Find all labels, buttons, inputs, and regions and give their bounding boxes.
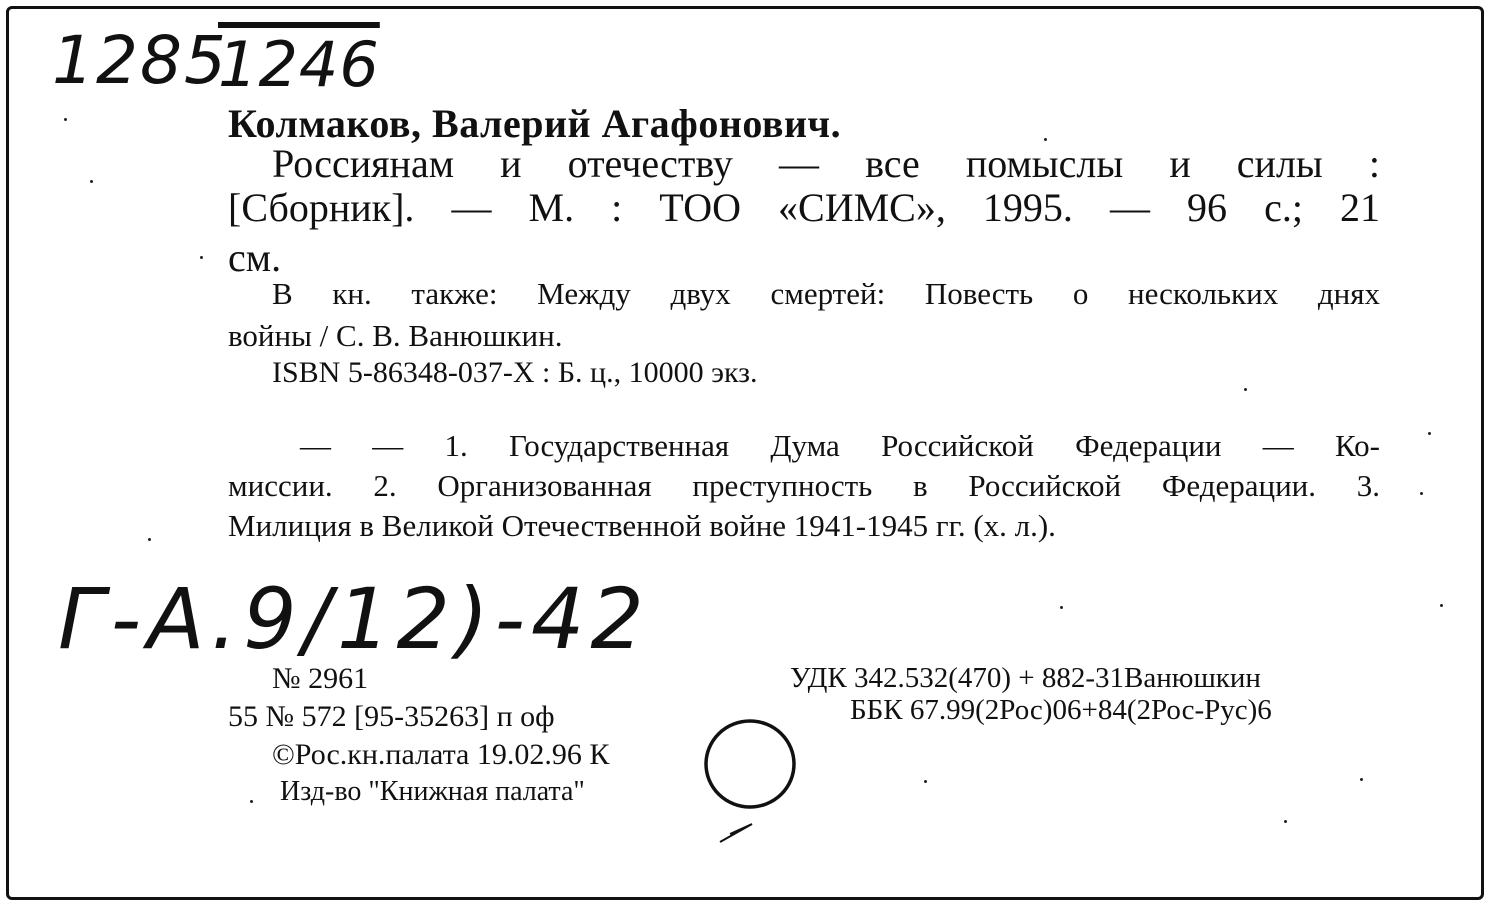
copyright-line: ©Рос.кн.палата 19.02.96 К: [272, 738, 610, 771]
title-line-1: Россиянам и отечеству — все помыслы и силы :: [272, 141, 1380, 186]
scan-speck: [924, 780, 927, 783]
subjects-line-3: Милиция в Великой Отечественной войне 1941-1945 гг. (х. л.).: [228, 508, 1056, 543]
note-line-1: В кн. также: Между двух смертей: Повесть о нескольких днях: [272, 276, 1380, 311]
subjects-line-2: миссии. 2. Организованная преступность в Российской Федерации. 3.: [228, 468, 1380, 503]
scan-speck: [64, 118, 67, 121]
author-heading: Колмаков, Валерий Агафонович.: [228, 101, 842, 146]
scan-speck: [1420, 492, 1423, 495]
publisher-line: Изд-во "Книжная палата": [280, 776, 585, 807]
record-line: 55 № 572 [95-35263] п оф: [228, 700, 555, 733]
scan-speck: [148, 538, 151, 541]
card-number: № 2961: [272, 662, 369, 695]
scan-speck: [1428, 432, 1431, 435]
handwritten-top-number-2: 1246: [218, 28, 380, 101]
scan-speck: [200, 256, 203, 259]
scan-speck: [90, 180, 93, 183]
handwritten-shelf-mark: Г-А.9/12)-42: [58, 570, 650, 668]
title-line-3: см.: [228, 235, 282, 280]
circle-stamp-mark: [690, 712, 810, 852]
title-line-2: [Сборник]. — М. : ТОО «СИМС», 1995. — 96 с.; 21: [228, 185, 1380, 230]
scan-speck: [250, 800, 253, 803]
scan-speck: [1360, 778, 1363, 781]
subjects-line-1: — — 1. Государственная Дума Российской Федерации — Ко-: [300, 428, 1380, 463]
handwritten-top-number: 1285: [52, 22, 228, 99]
scan-speck: [1244, 388, 1247, 391]
udc-code: УДК 342.532(470) + 882-31Ванюшкин: [790, 662, 1261, 694]
scan-speck: [1044, 138, 1047, 141]
note-line-2: войны / С. В. Ванюшкин.: [228, 318, 563, 353]
scan-speck: [1284, 820, 1287, 823]
bbk-code: ББК 67.99(2Рос)06+84(2Рос-Рус)6: [850, 694, 1272, 726]
isbn-line: ISBN 5-86348-037-Х : Б. ц., 10000 экз.: [272, 356, 758, 389]
scan-speck: [1440, 604, 1443, 607]
scan-speck: [1060, 606, 1063, 609]
